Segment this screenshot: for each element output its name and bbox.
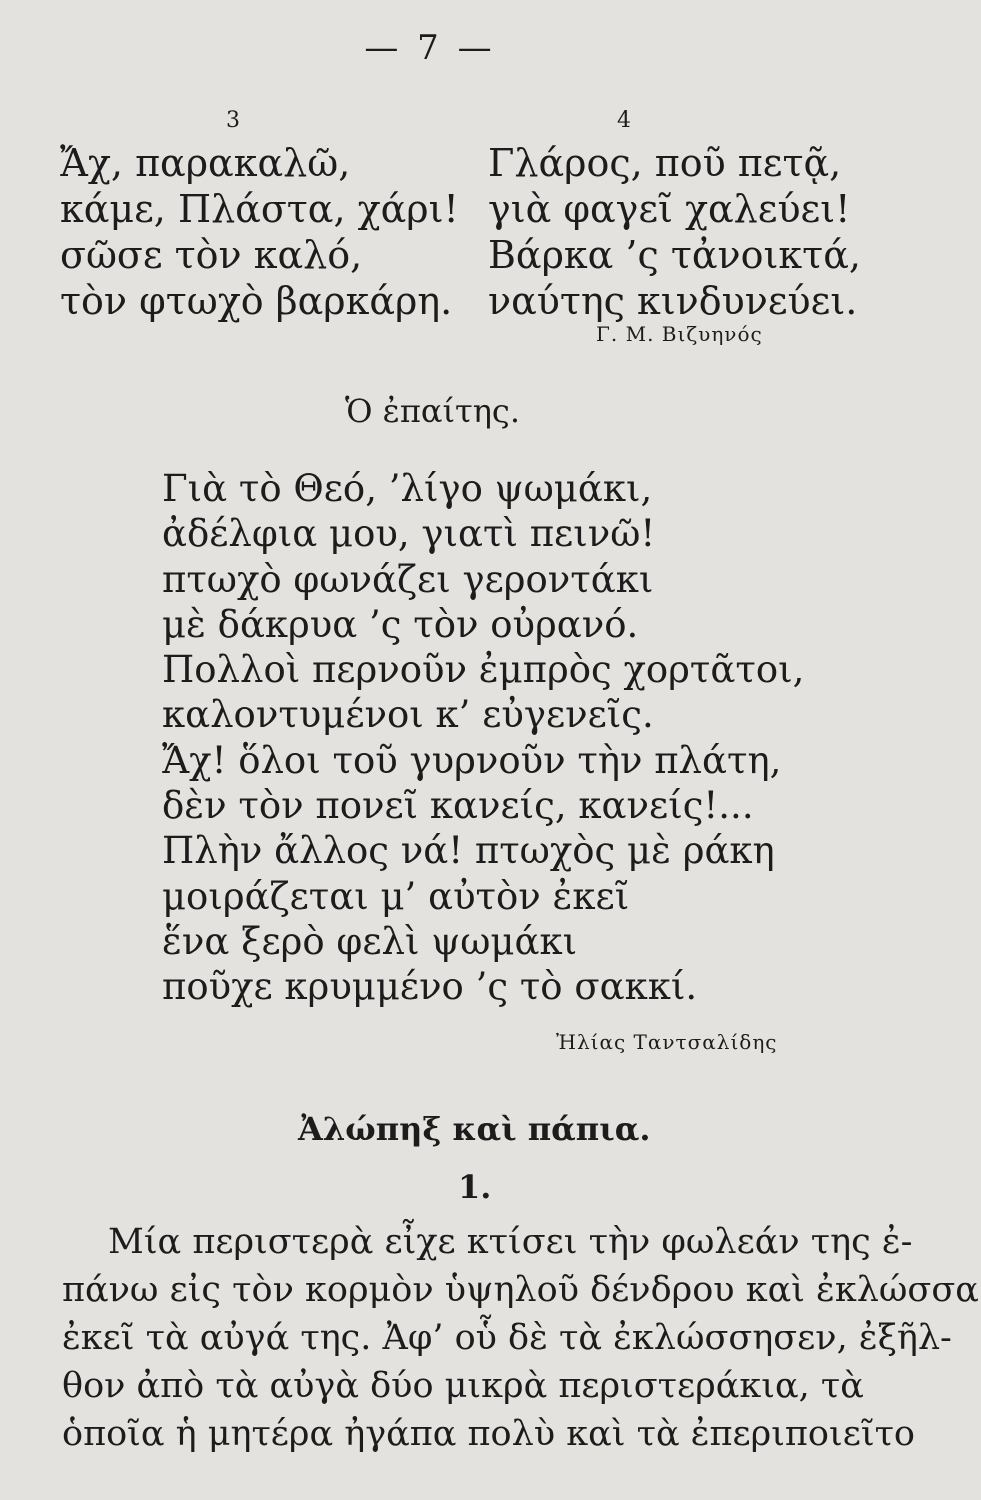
verse-line: Πολλοὶ περνοῦν ἐμπρὸς χορτᾶτοι, [162,648,805,692]
verse-line: πτωχὸ φωνάζει γεροντάκι [162,557,654,601]
verse-line: Ἄχ, παρακαλῶ, [60,141,351,185]
verse-line: ἕνα ξερὸ φελὶ ψωμάκι [162,919,578,963]
stanza-number-right: 4 [617,108,631,133]
poem-author: Γ. Μ. Βιζυηνός [596,322,763,346]
prose-line: Μία περιστερὰ εἶχε κτίσει τὴν φωλεάν της ἐ- [108,1222,913,1262]
verse-line: κάμε, Πλάστα, χάρι! [60,187,459,231]
verse-line: Βάρκα ’ς τἀνοικτά, [488,233,861,277]
verse-line: μὲ δάκρυα ’ς τὸν οὐρανό. [162,602,639,646]
poem-author: Ἠλίας Ταντσαλίδης [556,1030,778,1054]
stanza-left [60,140,459,324]
verse-line: ναύτης κινδυνεύει. [488,279,858,323]
verse-line: δὲν τὸν πονεῖ κανείς, κανείς!... [162,784,754,828]
verse-line: Πλὴν ἄλλος νά! πτωχὸς μὲ ράκη [162,829,775,873]
poem-body [162,466,804,1010]
verse-line: ποῦχε κρυμμένο ’ς τὸ σακκί. [162,965,698,1009]
verse-line: Ἄχ! ὅλοι τοῦ γυρνοῦν τὴν πλάτη, [162,738,782,782]
stanza-right [488,140,861,324]
verse-line: Γιὰ τὸ Θεό, ’λίγο ψωμάκι, [162,467,653,510]
verse-line: μοιράζεται μ’ αὐτὸν ἐκεῖ [162,874,630,918]
page-number: — 7 — [364,28,496,68]
verse-line: σῶσε τὸν καλό, [60,233,363,277]
poem-title: Ὁ ἐπαίτης. [345,392,520,430]
verse-line: γιὰ φαγεῖ χαλεύει! [488,187,851,231]
prose-line: ὁποῖα ἡ μητέρα ἠγάπα πολὺ καὶ τὰ ἐπεριποιεῖτο [62,1414,916,1454]
prose-line: ἐκεῖ τὰ αὐγά της. Ἀφ’ οὗ δὲ τὰ ἐκλώσσησεν, ἐξῆλ- [62,1318,952,1358]
verse-line: ἀδέλφια μου, γιατὶ πεινῶ! [162,512,656,556]
story-title: Ἀλώπηξ καὶ πάπια. [298,1110,651,1148]
verse-line: καλοντυμένοι κ’ εὐγενεῖς. [162,693,654,737]
verse-line: Γλάρος, ποῦ πετᾷ, [488,141,842,185]
prose-line: πάνω εἰς τὸν κορμὸν ὑψηλοῦ δένδρου καὶ ἐκλώσσα [62,1270,979,1310]
stanza-number-left: 3 [226,108,240,133]
verse-line: τὸν φτωχὸ βαρκάρη. [60,279,453,323]
section-number: 1. [458,1168,492,1206]
story-paragraph [62,1218,979,1458]
prose-line: θον ἀπὸ τὰ αὐγὰ δύο μικρὰ περιστεράκια, τὰ [62,1366,864,1406]
